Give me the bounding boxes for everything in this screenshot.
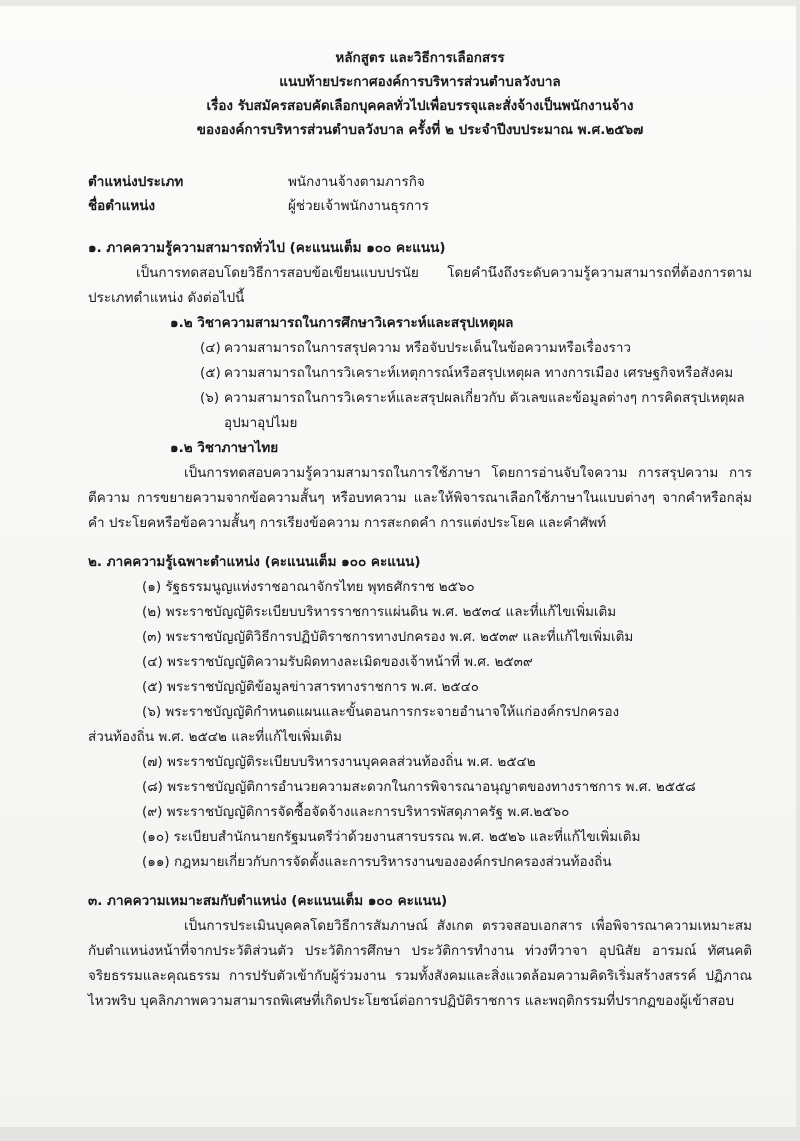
header-subject: เรื่อง รับสมัครสอบคัดเลือกบุคคลทั่วไปเพื่อบรรจุและสั่งจ้างเป็นพนักงานจ้าง [206,98,634,114]
law-item-continuation: ส่วนท้องถิ่น พ.ศ. ๒๕๔๒ และที่แก้ไขเพิ่มเติม [88,729,342,745]
position-type-label: ตำแหน่งประเภท [88,174,184,190]
section1-intro: เป็นการทดสอบโดยวิธีการสอบข้อเขียนแบบปรนัย โดยคำนึงถึงระดับความรู้ความสามารถที่ต้องการตามประเภทตำแหน่ง ดังต่อไปนี้ [88,265,752,306]
section-suitability [88,889,752,1014]
position-type-value: พนักงานจ้างตามภารกิจ [288,174,425,190]
section1-sub2-text: เป็นการทดสอบความรู้ความสามารถในการใช้ภาษา โดยการอ่านจับใจความ การสรุปความ การตีความ การขยายความจากข้อความสั้นๆ หรือบทความ และให้พิจารณาเลือกใช้ภาษาในแบบต่างๆ จากคำหรือกลุ่มคำ ประโยคหรือข้อความสั้นๆ การเรียงข้อความ การสะกดคำ การแต่งประโยค และคำศัพท์ [88,465,752,531]
position-info [88,170,752,218]
item-number: (๖) [200,390,220,406]
section1-sub1-item [88,361,752,386]
law-item: (๙) พระราชบัญญัติการจัดซื้อจัดจ้างและการบริหารพัสดุภาครัฐ พ.ศ.๒๕๖๐ [142,804,570,820]
item-text: ความสามารถในการสรุปความ หรือจับประเด็นในข้อความหรือเรื่องราว [224,340,631,356]
law-item: (๕) พระราชบัญญัติข้อมูลข่าวสารทางราชการ พ.ศ. ๒๕๔๐ [142,679,480,695]
law-item: (๓) พระราชบัญญัติวิธีการปฏิบัติราชการทางปกครอง พ.ศ. ๒๕๓๙ และที่แก้ไขเพิ่มเติม [142,629,634,645]
section3-title: ๓. ภาคความเหมาะสมกับตำแหน่ง (คะแนนเต็ม ๑๐๐ คะแนน) [88,893,448,909]
header-fiscal-year: ขององค์การบริหารส่วนตำบลวังบาล ครั้งที่ ๒ ประจำปีงบประมาณ พ.ศ.๒๕๖๗ [196,122,644,138]
section1-sub1-item [88,336,752,361]
scan-edge-right [796,0,800,1141]
law-item: (๑๑) กฎหมายเกี่ยวกับการจัดตั้งและการบริหารงานขององค์กรปกครองส่วนท้องถิ่น [142,854,612,870]
position-name-label: ชื่อตำแหน่ง [88,198,156,214]
position-name-row [88,194,752,218]
law-item: (๘) พระราชบัญญัติการอำนวยความสะดวกในการพิจารณาอนุญาตของทางราชการ พ.ศ. ๒๕๕๘ [142,779,696,795]
item-number: (๔) [200,340,221,356]
document-content [88,46,752,1014]
header-announcement: แนบท้ายประกาศองค์การบริหารส่วนตำบลวังบาล [279,74,561,90]
section2-title: ๒. ภาคความรู้เฉพาะตำแหน่ง (คะแนนเต็ม ๑๐๐ คะแนน) [88,554,421,570]
law-item: (๑๐) ระเบียบสำนักนายกรัฐมนตรีว่าด้วยงานสารบรรณ พ.ศ. ๒๕๒๖ และที่แก้ไขเพิ่มเติม [142,829,641,845]
law-item: (๔) พระราชบัญญัติความรับผิดทางละเมิดของเจ้าหน้าที่ พ.ศ. ๒๕๓๙ [142,654,533,670]
document-header [88,46,752,142]
section-general-knowledge [88,236,752,536]
header-title: หลักสูตร และวิธีการเลือกสรร [335,50,505,66]
section1-sub1-item [88,386,752,436]
section1-sub1-title: ๑.๒ วิชาความสามารถในการศึกษาวิเคราะห์และสรุปเหตุผล [170,315,514,331]
section-position-knowledge [88,550,752,875]
section1-title: ๑. ภาคความรู้ความสามารถทั่วไป (คะแนนเต็ม ๑๐๐ คะแนน) [88,240,446,256]
law-item: (๑) รัฐธรรมนูญแห่งราชอาณาจักรไทย พุทธศักราช ๒๕๖๐ [142,579,475,595]
scan-edge-bottom [0,1127,800,1141]
law-item: (๒) พระราชบัญญัติระเบียบบริหารราชการแผ่นดิน พ.ศ. ๒๕๓๔ และที่แก้ไขเพิ่มเติม [142,604,617,620]
position-type-row [88,170,752,194]
section1-sub2-title: ๑.๒ วิชาภาษาไทย [170,440,279,456]
item-number: (๕) [200,365,221,381]
section3-text: เป็นการประเมินบุคคลโดยวิธีการสัมภาษณ์ สังเกต ตรวจสอบเอกสาร เพื่อพิจารณาความเหมาะสมกับตำแหน่งหน้าที่จากประวัติส่วนตัว ประวัติการศึกษา ประวัติการทำงาน ท่วงทีวาจา อุปนิสัย อารมณ์ ทัศนคติ จริยธรรมและคุณธรรม การปรับตัวเข้ากับผู้ร่วมงาน รวมทั้งสังคมและสิ่งแวดล้อมความคิดริเริ่มสร้างสรรค์ ปฏิภาณไหวพริบ บุคลิกภาพความสามารถพิเศษที่เกิดประโยชน์ต่อการปฏิบัติราชการ และพฤติกรรมที่ปรากฏของผู้เข้าสอบ [88,918,752,1009]
scan-edge-top [0,0,800,6]
law-item: (๗) พระราชบัญญัติระเบียบบริหารงานบุคคลส่วนท้องถิ่น พ.ศ. ๒๕๔๒ [142,754,536,770]
item-text: ความสามารถในการวิเคราะห์และสรุปผลเกี่ยวกับ ตัวเลขและข้อมูลต่างๆ การคิดสรุปเหตุผลอุปมาอุปไมย [224,390,745,431]
position-name-value: ผู้ช่วยเจ้าพนักงานธุรการ [288,198,429,214]
item-text: ความสามารถในการวิเคราะห์เหตุการณ์หรือสรุปเหตุผล ทางการเมือง เศรษฐกิจหรือสังคม [224,365,734,381]
law-item: (๖) พระราชบัญญัติกำหนดแผนและขั้นตอนการกระจายอำนาจให้แก่องค์กรปกครอง [142,704,620,720]
